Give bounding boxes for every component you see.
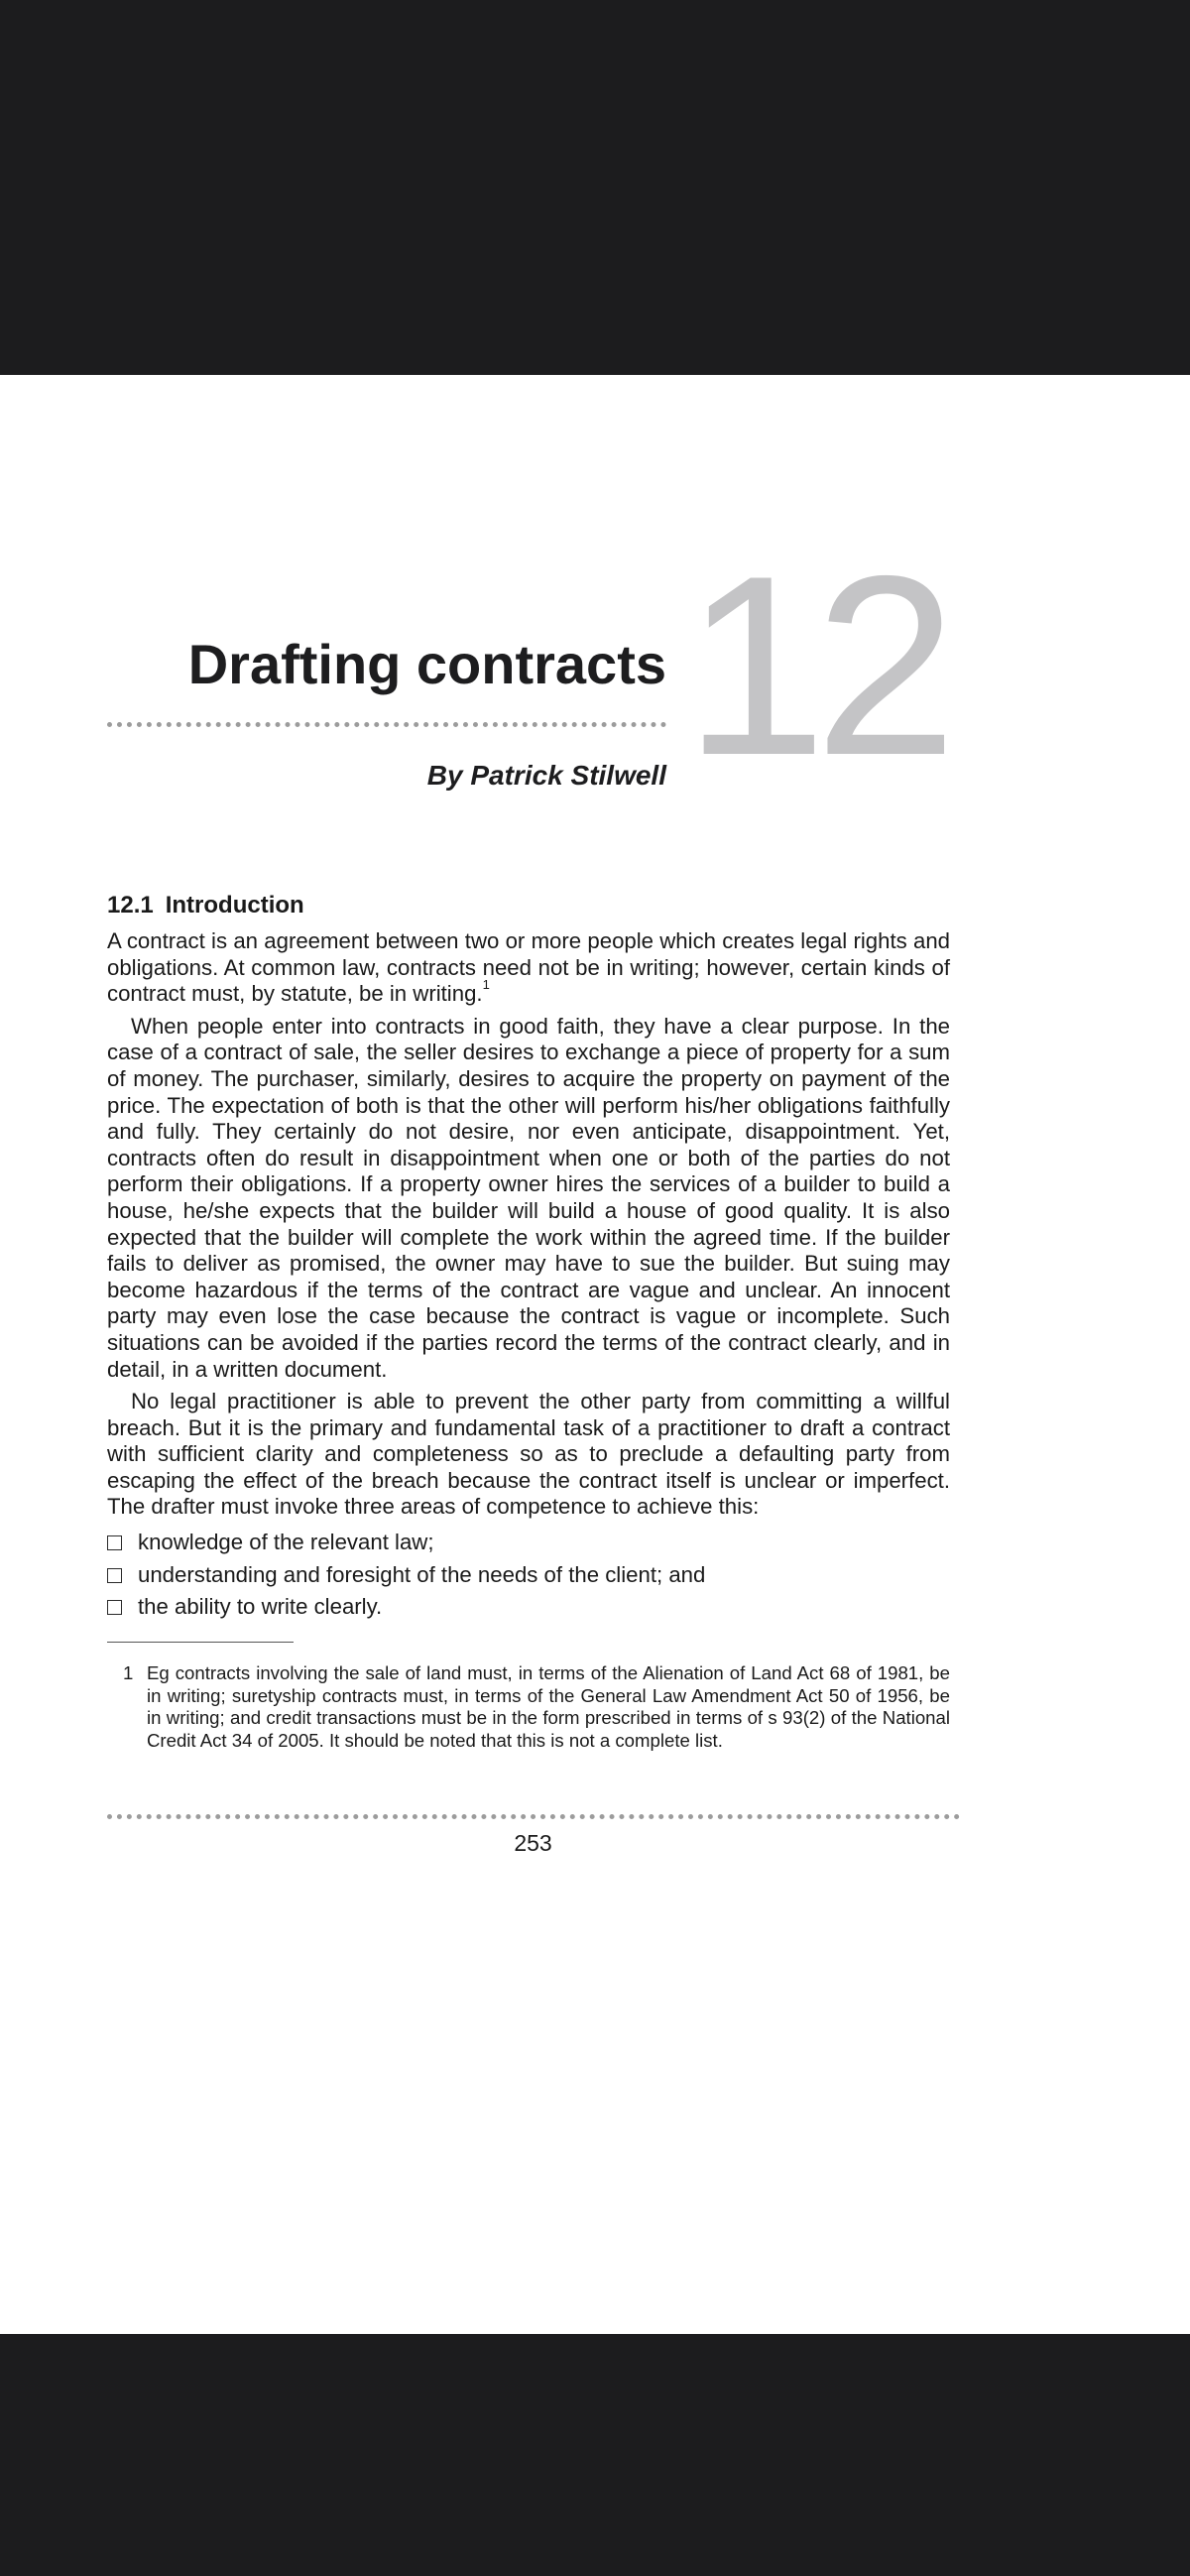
footnote-reference: 1 <box>482 977 490 993</box>
footnote-text: Eg contracts involving the sale of land must, in terms of the Alienation of Land Act 68 of 1981, be in writing; suretyship contracts must, in terms of the General Law Amendment Act 50 of 1956, be in writing; and credit transactions must be in the form prescribed in terms of s 93(2) of the National Credit Act 34 of 2005. It should be noted that this is not a complete list. <box>147 1662 950 1751</box>
book-page <box>0 375 1190 2334</box>
top-black-bar <box>0 0 1190 375</box>
bottom-dotted-rule <box>107 1814 960 1819</box>
checkbox-bullet-icon <box>107 1568 122 1583</box>
chapter-byline: By Patrick Stilwell <box>426 760 666 791</box>
section-heading <box>107 891 950 920</box>
paragraph-1-text: A contract is an agreement between two or more people which creates legal rights and obligations. At common law, contracts need not be in writing; however, certain kinds of contract must, by statute, be in writing. <box>107 928 950 1007</box>
paragraph-1 <box>107 928 950 1008</box>
checkbox-bullet-icon <box>107 1600 122 1615</box>
checkbox-bullet-icon <box>107 1535 122 1550</box>
list-item <box>107 1591 950 1624</box>
footnote-rule <box>107 1642 294 1643</box>
section-number: 12.1 <box>107 892 154 919</box>
section-title: Introduction <box>165 892 304 919</box>
list-item-text: the ability to write clearly. <box>138 1594 383 1620</box>
chapter-title: Drafting contracts <box>187 633 666 695</box>
paragraph-2: When people enter into contracts in good faith, they have a clear purpose. In the case of a contract of sale, the seller desires to exchange a piece of property for a sum of money. The purchaser, similarly, desires to acquire the property on payment of the price. The expectation of both is that the other will perform his/her obligations faithfully and fully. They certainly do not desire, nor even anticipate, disappointment. Yet, contracts often do result in disappointment when one or both of the parties do not perform their obligations. If a property owner hires the services of a builder to build a house, he/she expects that the builder will build a house of good quality. It is also expected that the builder will complete the work within the agreed time. If the builder fails to deliver as promised, the owner may have to sue the builder. But suing may become hazardous if the terms of the contract are vague and unclear. An innocent party may even lose the case because the contract is vague or incomplete. Such situations can be avoided if the parties record the terms of the contract clearly, and in detail, in a written document. <box>107 1013 950 1382</box>
paragraph-3: No legal practitioner is able to prevent the other party from committing a willful breach. But it is the primary and fundamental task of a practitioner to draft a contract with sufficient clarity and completeness so as to preclude a defaulting party from escaping the effect of the breach because the contract itself is unclear or imperfect. The drafter must invoke three areas of competence to achieve this: <box>107 1389 950 1520</box>
chapter-number: 12 <box>684 522 945 808</box>
chapter-body <box>107 891 950 1752</box>
list-item <box>107 1527 950 1559</box>
bottom-black-bar <box>0 2334 1190 2576</box>
list-item-text: understanding and foresight of the needs of the client; and <box>138 1561 706 1587</box>
title-dotted-rule <box>107 722 666 727</box>
footnote <box>107 1662 950 1752</box>
list-item <box>107 1559 950 1592</box>
footnote-number: 1 <box>123 1662 134 1684</box>
page-number: 253 <box>514 1830 552 1856</box>
competence-list <box>107 1527 950 1624</box>
list-item-text: knowledge of the relevant law; <box>138 1530 434 1555</box>
